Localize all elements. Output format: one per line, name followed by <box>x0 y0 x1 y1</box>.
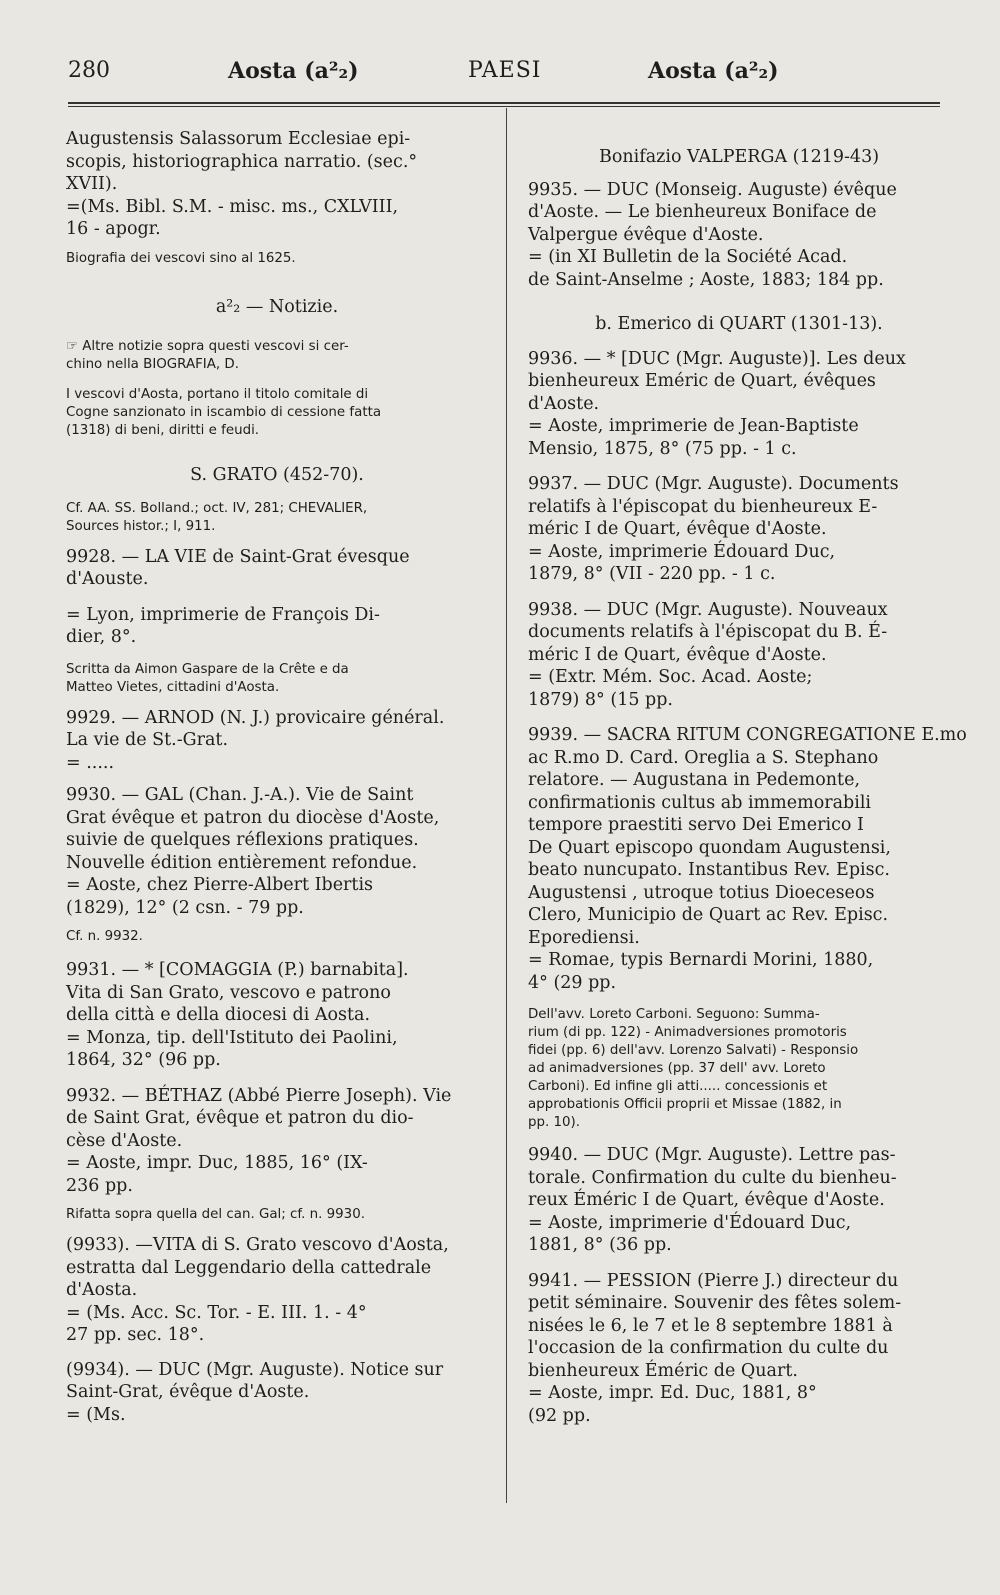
note: Rifatta sopra quella del can. Gal; cf. n. 9930. <box>66 1207 365 1222</box>
bibliography-entry: 9940. — DUC (Mgr. Auguste). Lettre pas- torale. Confirmation du culte du bienheu- reux Éméric I de Quart, évêque d'Aoste. = Aoste, imprimerie d'Édouard Duc, 1881, 8° (36 pp. <box>528 1145 897 1255</box>
bibliography-entry: (9934). — DUC (Mgr. Auguste). Notice sur Saint-Grat, évêque d'Aoste. = (Ms. <box>66 1359 444 1425</box>
publication-note: = Lyon, imprimerie de François Di- dier, 8°. <box>66 604 380 647</box>
note: I vescovi d'Aosta, portano il titolo comitale di Cogne sanzionato in iscambio di cessione fatta (1318) di beni, diritti e feudi. <box>66 387 382 438</box>
running-title-center: PAESI <box>468 58 542 83</box>
note: Scritta da Aimon Gaspare de la Crête e da Matteo Vietes, cittadini d'Aosta. <box>66 661 349 695</box>
bibliography-entry: 9931. — * [COMAGGIA (P.) barnabita]. Vita di San Grato, vescovo e patrono della città e della diocesi di Aosta. = Monza, tip. dell'Istituto dei Paolini, 1864, 32° (96 pp. <box>66 960 409 1070</box>
column-divider <box>506 108 507 1503</box>
note: Cf. AA. SS. Bolland.; oct. IV, 281; CHEVALIER, Sources histor.; I, 911. <box>66 500 368 534</box>
bibliography-entry: 9928. — LA VIE de Saint-Grat évesque d'Aouste. <box>66 546 410 589</box>
bibliography-entry: 9932. — BÉTHAZ (Abbé Pierre Joseph). Vie de Saint Grat, évêque et patron du dio- cèse d'Aoste. = Aoste, impr. Duc, 1885, 16° (IX- 236 pp. <box>66 1085 452 1196</box>
header-rule-thick <box>68 102 940 104</box>
note: Cf. n. 9932. <box>66 929 143 944</box>
note: ☞ Altre notizie sopra questi vescovi si cer- chino nella BIOGRAFIA, D. <box>66 339 349 372</box>
bibliography-entry: 9935. — DUC (Monseig. Auguste) évêque d'Aoste. — Le bienheureux Boniface de Valpergue évêque d'Aoste. = (in XI Bulletin de la Société Acad. de Saint-Anselme ; Aoste, 1883; 184 pp. <box>528 179 897 290</box>
manuscript-entry: Augustensis Salassorum Ecclesiae epi- scopis, historiographica narratio. (sec.° XVII). =(Ms. Bibl. S.M. - misc. ms., CXLVIII, 16 - apogr. <box>66 129 418 239</box>
right-column <box>528 128 967 1427</box>
bibliography-entry: 9936. — * [DUC (Mgr. Auguste)]. Les deux bienheureux Eméric de Quart, évêques d'Aoste. = Aoste, imprimerie de Jean-Baptiste Mensio, 1875, 8° (75 pp. - 1 c. <box>528 348 906 459</box>
bibliography-entry: 9929. — ARNOD (N. J.) provicaire général. La vie de St.-Grat. = ..... <box>66 707 445 773</box>
bibliography-entry: 9930. — GAL (Chan. J.-A.). Vie de Saint Grat évêque et patron du diocèse d'Aoste, suivie de quelques réflexions pratiques. Nouvelle édition entièrement refondue. = Aoste, chez Pierre-Albert Ibertis (1829), 12° (2 csn. - 79 pp. <box>66 785 440 918</box>
bibliography-entry: 9941. — PESSION (Pierre J.) directeur du petit séminaire. Souvenir des fêtes solem- nisées le 6, le 7 et le 8 septembre 1881 à l'occasion de la confirmation du culte du bienheureux Éméric de Quart. = Aoste, impr. Ed. Duc, 1881, 8° (92 pp. <box>528 1270 902 1426</box>
subsection-heading: Bonifazio VALPERGA (1219-43) <box>598 147 880 167</box>
section-heading: a²₂ — Notizie. <box>215 296 339 317</box>
left-column <box>66 128 488 1426</box>
running-title-left: Aosta (a²₂) <box>228 58 359 84</box>
page-header <box>68 58 940 98</box>
note: Dell'avv. Loreto Carboni. Seguono: Summa- rium (di pp. 122) - Animadversiones promotoris fidei (pp. 6) dell'avv. Lorenzo Salvati) - Responsio ad animadversiones (pp. 37 dell' avv. Loreto Carboni). Ed infine gli atti..... concessionis et approbationis Officii proprii et Missae (1882, in pp. 10). <box>528 1007 859 1130</box>
bibliography-entry: 9938. — DUC (Mgr. Auguste). Nouveaux documents relatifs à l'épiscopat du B. É- méric I de Quart, évêque d'Aoste. = (Extr. Mém. Soc. Acad. Aoste; 1879) 8° (15 pp. <box>528 599 888 710</box>
running-title-right: Aosta (a²₂) <box>648 58 779 84</box>
subsection-heading: S. GRATO (452-70). <box>190 465 364 485</box>
bibliography-entry: (9933). —VITA di S. Grato vescovo d'Aosta, estratta dal Leggendario della cattedrale d'Aosta. = (Ms. Acc. Sc. Tor. - E. III. 1. - 4° 27 pp. sec. 18°. <box>66 1235 449 1345</box>
subsection-heading: b. Emerico di QUART (1301-13). <box>595 314 883 334</box>
bibliography-entry: 9937. — DUC (Mgr. Auguste). Documents relatifs à l'épiscopat du bienheureux E- méric I de Quart, évêque d'Aoste. = Aoste, imprimerie Édouard Duc, 1879, 8° (VII - 220 pp. - 1 c. <box>528 474 899 584</box>
header-rule-thin <box>68 106 940 107</box>
page-number: 280 <box>68 58 110 83</box>
note: Biografia dei vescovi sino al 1625. <box>66 250 296 266</box>
bibliography-entry: 9939. — SACRA RITUM CONGREGATIONE E.mo ac R.mo D. Card. Oreglia a S. Stephano relatore. — Augustana in Pedemonte, confirmationis cultus ab immemorabili tempore praestiti servo Dei Emerico I De Quart episcopo quondam Augustensi, beato nuncupato. Instantibus Rev. Episc. Augustensi , utroque totius Dioeceseos Clero, Municipio de Quart ac Rev. Episc. Eporediensi. = Romae, typis Bernardi Morini, 1880, 4° (29 pp. <box>528 725 967 993</box>
